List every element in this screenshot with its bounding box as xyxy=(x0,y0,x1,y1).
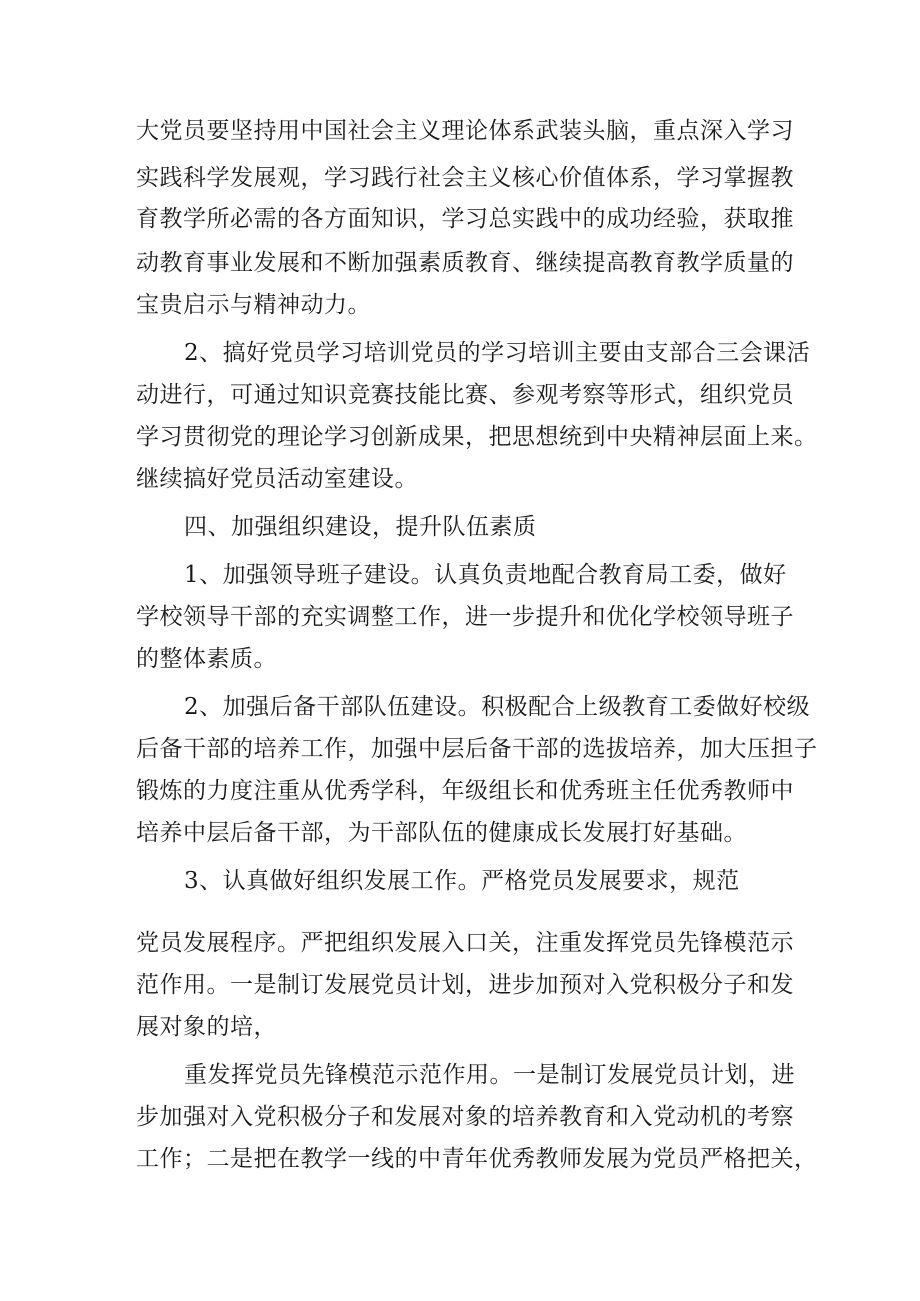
section-heading: 四、加强组织建设，提升队伍素质 xyxy=(184,514,537,540)
text-line: 培养中层后备干部，为干部队伍的健康成长发展打好基础。 xyxy=(136,820,747,846)
text-line: 后备干部的培养工作，加强中层后备干部的选拔培养，加大压担子 xyxy=(136,736,818,762)
text-line: 学校领导干部的充实调整工作，进一步提升和优化学校领导班子 xyxy=(136,604,794,630)
text-line: 展对象的培， xyxy=(136,1014,277,1040)
text-line: 的整体素质。 xyxy=(136,646,277,672)
text-line: 大党员要坚持用中国社会主义理论体系武装头脑，重点深入学习 xyxy=(136,118,794,144)
text-line: 锻炼的力度注重从优秀学科，年级组长和优秀班主任优秀教师中 xyxy=(136,778,794,804)
text-line: 2、加强后备干部队伍建设。积极配合上级教育工委做好校级 xyxy=(184,694,811,720)
text-line: 动教育事业发展和不断加强素质教育、继续提高教育教学质量的 xyxy=(136,250,794,276)
text-line: 步加强对入党积极分子和发展对象的培养教育和入党动机的考察 xyxy=(136,1104,794,1130)
text-line: 实践科学发展观，学习践行社会主义核心价值体系，学习掌握教 xyxy=(136,165,794,191)
text-line: 育教学所必需的各方面知识，学习总实践中的成功经验，获取推 xyxy=(136,206,794,232)
text-line: 1、加强领导班子建设。认真负责地配合教育局工委，做好 xyxy=(184,562,787,588)
text-line: 3、认真做好组织发展工作。严格党员发展要求，规范 xyxy=(184,868,740,894)
text-line: 学习贯彻党的理论学习创新成果，把思想统到中央精神层面上来。 xyxy=(136,424,818,450)
text-line: 重发挥党员先锋模范示范作用。一是制订发展党员计划，进 xyxy=(184,1062,795,1088)
text-line: 2、搞好党员学习培训党员的学习培训主要由支部合三会课活 xyxy=(184,340,811,366)
text-line: 继续搞好党员活动室建设。 xyxy=(136,466,418,492)
text-line: 动进行，可通过知识竞赛技能比赛、参观考察等形式，组织党员 xyxy=(136,382,794,408)
text-line: 宝贵启示与精神动力。 xyxy=(136,292,371,318)
text-line: 范作用。一是制订发展党员计划，进步加预对入党积极分子和发 xyxy=(136,972,794,998)
text-line: 工作；二是把在教学一线的中青年优秀教师发展为党员严格把关， xyxy=(136,1146,818,1172)
text-line: 党员发展程序。严把组织发展入口关，注重发挥党员先锋模范示 xyxy=(136,930,794,956)
